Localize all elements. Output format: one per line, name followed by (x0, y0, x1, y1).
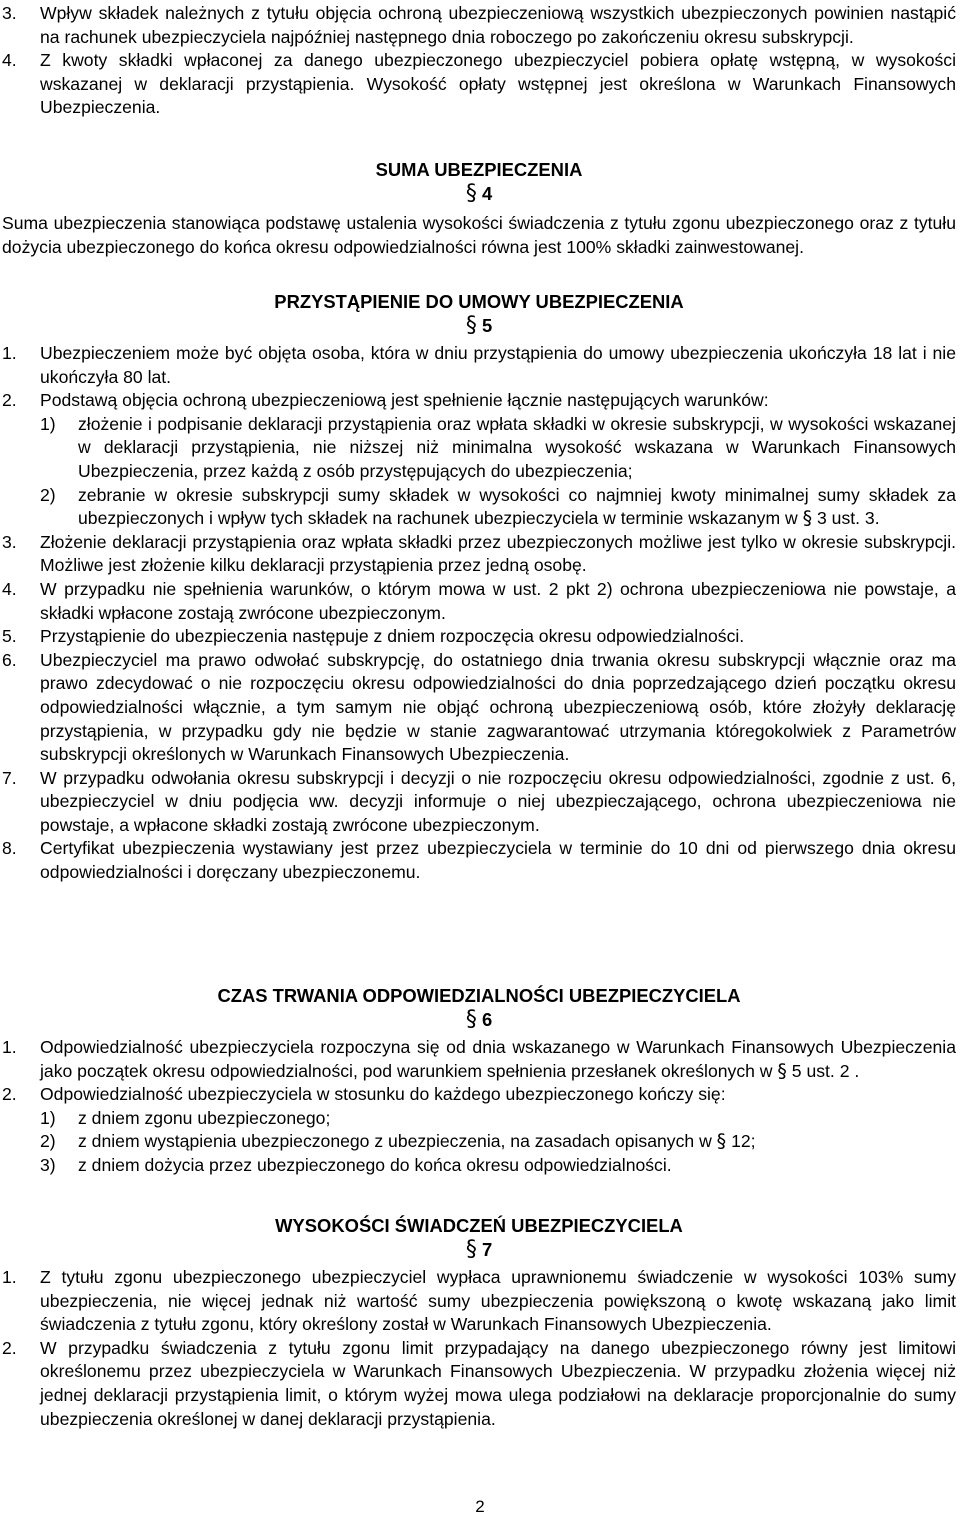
section-heading: SUMA UBEZPIECZENIA (375, 159, 583, 180)
sub-item-text-part: z dniem wystąpienia ubezpieczonego z ubezpieczenia, na zasadach opisanych w (78, 1131, 712, 1152)
sub-item (2, 1130, 956, 1154)
sub-item-text (78, 484, 956, 531)
list-item (2, 342, 956, 389)
sub-item-number: 2) (40, 1131, 56, 1152)
section-number (2, 1238, 956, 1262)
item-number: 1. (2, 1037, 17, 1057)
section-symbol: § (777, 1059, 787, 1082)
item-number: 1. (2, 343, 17, 363)
item-number: 8. (2, 838, 17, 859)
list-item (2, 767, 956, 838)
section-7 (2, 1214, 956, 1431)
sub-item (2, 1154, 956, 1178)
section-items (2, 342, 956, 885)
section-number-value: 4 (481, 183, 493, 204)
item-number: 1. (2, 1267, 17, 1287)
list-item (2, 1083, 956, 1107)
section-items (2, 1266, 956, 1431)
item-number: 2. (2, 390, 17, 411)
item-text: Odpowiedzialność ubezpieczyciela w stosunku do każdego ubezpieczonego kończy się: (40, 1084, 726, 1105)
item-number: 4. (2, 50, 17, 71)
item-text (40, 1036, 956, 1083)
list-item (2, 49, 956, 120)
sub-item (2, 1107, 956, 1131)
section-symbol: § (465, 1237, 477, 1262)
section-symbol: § (465, 181, 477, 206)
item-number: 4. (2, 578, 17, 599)
section-symbol: § (465, 1007, 477, 1032)
section-heading: PRZYSTĄPIENIE DO UMOWY UBEZPIECZENIA (274, 291, 684, 312)
section-text: Suma ubezpieczenia stanowiąca podstawę ustalenia wysokości świadczenia z tytułu zgonu ubezpieczonego oraz z tytułu dożycia ubezpieczonego do końca okresu odpowiedzialności równa jest 100% składki zainwestowanej. (2, 213, 956, 257)
sub-item-text-part: 12; (731, 1131, 756, 1152)
section-items (2, 1036, 956, 1178)
section-symbol: § (716, 1130, 727, 1153)
section-number (2, 1008, 956, 1032)
section-number-value: 7 (481, 1239, 493, 1260)
item-text: Ubezpieczeniem może być objęta osoba, która w dniu przystąpienia do umowy ubezpieczenia ukończyła 18 lat i nie ukończyła 80 lat. (40, 343, 956, 387)
section-heading: CZAS TRWANIA ODPOWIEDZIALNOŚCI UBEZPIECZYCIELA (217, 985, 741, 1006)
item-text: W przypadku odwołania okresu subskrypcji i decyzji o nie rozpoczęciu okresu odpowiedzialności, zgodnie z ust. 6, ubezpieczyciel w dniu podjęcia ww. decyzji informuje o niej ubezpieczającego, ochrona ubezpieczeniowa nie powstaje, a wpłacone składki zostają zwrócone ubezpieczonym. (40, 767, 956, 835)
sub-item-text: z dniem zgonu ubezpieczonego; (78, 1107, 331, 1128)
page-number: 2 (475, 1497, 485, 1516)
list-item (2, 2, 956, 49)
list-item (2, 578, 956, 625)
item-text: W przypadku nie spełnienia warunków, o którym mowa w ust. 2 pkt 2) ochrona ubezpieczeniowa nie powstaje, a składki wpłacone zostają zwrócone ubezpieczonym. (40, 578, 956, 623)
sub-item-number: 1) (40, 1107, 56, 1128)
item-text: Ubezpieczyciel ma prawo odwołać subskrypcję, do ostatniego dnia trwania okresu subskrypcji włącznie oraz ma prawo zdecydować o nie rozpoczęciu okresu odpowiedzialności do dnia poprzedzającego dzień początku okresu odpowiedzialności włącznie, a tym samym nie objąć ochroną ubezpieczeniową osób, które złożyły deklarację przystąpienia, w przypadku gdy nie będzie w stanie zagwarantować utrzymania któregokolwiek z Parametrów subskrypcji określonych w Warunkach Finansowych Ubezpieczenia. (40, 649, 956, 765)
section-number-value: 6 (481, 1009, 493, 1030)
item-number: 6. (2, 649, 17, 670)
section-number (2, 182, 956, 206)
sub-item-text-part: zebranie w okresie subskrypcji sumy składek w wysokości co najmniej kwoty minimalnej sumy składek za ubezpieczonych i wpływ tych składek na rachunek ubezpieczyciela w terminie wskazanym w (78, 484, 956, 529)
list-item (2, 625, 956, 649)
item-text-part: 5 ust. 2 . (791, 1060, 860, 1081)
section-heading: WYSOKOŚCI ŚWIADCZEŃ UBEZPIECZYCIELA (275, 1215, 683, 1236)
item-text: Złożenie deklaracji przystąpienia oraz wpłata składki przez ubezpieczonych możliwe jest tylko w okresie subskrypcji. Możliwe jest złożenie kilku deklaracji przystąpienia przez jedną osobę. (40, 531, 956, 576)
sub-item-number: 3) (40, 1154, 56, 1175)
list-item (2, 1337, 956, 1431)
item-number: 2. (2, 1337, 17, 1358)
item-text: Certyfikat ubezpieczenia wystawiany jest przez ubezpieczyciela w terminie do 10 dni od pierwszego dnia okresu odpowiedzialności i doręczany ubezpieczonemu. (40, 838, 956, 883)
sub-item-text: z dniem dożycia przez ubezpieczonego do końca okresu odpowiedzialności. (78, 1154, 672, 1175)
item-text: Przystąpienie do ubezpieczenia następuje z dniem rozpoczęcia okresu odpowiedzialności. (40, 626, 745, 647)
list-item (2, 837, 956, 884)
item-number: 3. (2, 3, 17, 23)
sub-item-text (78, 1130, 956, 1154)
list-item (2, 1036, 956, 1083)
section-6 (2, 984, 956, 1178)
section-number (2, 314, 956, 338)
item-text-part: Odpowiedzialność ubezpieczyciela rozpoczyna się od dnia wskazanego w Warunkach Finansowych Ubezpieczenia jako początek okresu odpowiedzialności, pod warunkiem spełnienia przesłanek określonych w (40, 1037, 956, 1081)
item-text: Z kwoty składki wpłaconej za danego ubezpieczonego ubezpieczyciel pobiera opłatę wstępną, w wysokości wskazanej w deklaracji przystąpienia. Wysokość opłaty wstępnej jest określona w Warunkach Finansowych Ubezpieczenia. (40, 50, 956, 118)
item-text: Z tytułu zgonu ubezpieczonego ubezpieczyciel wypłaca uprawnionemu świadczenie w wysokości 103% sumy ubezpieczenia, nie więcej jednak niż wartość sumy ubezpieczenia powiększoną o kwotę wskazaną jako limit świadczenia z tytułu zgonu, który określony został w Warunkach Finansowych Ubezpieczenia. (40, 1267, 956, 1335)
section-4 (2, 158, 956, 259)
section-symbol: § (465, 313, 477, 338)
section-number-value: 5 (481, 315, 493, 336)
item-number: 7. (2, 767, 17, 788)
sub-item (2, 484, 956, 531)
intro-items (2, 2, 956, 120)
sub-item-text-part: 3 ust. 3. (817, 508, 880, 529)
sub-item (2, 413, 956, 484)
list-item (2, 649, 956, 767)
item-text: Wpływ składek należnych z tytułu objęcia ochroną ubezpieczeniową wszystkich ubezpieczonych powinien nastąpić na rachunek ubezpieczyciela najpóźniej następnego dnia roboczego po zakończeniu okresu subskrypcji. (40, 3, 956, 47)
list-item (2, 531, 956, 578)
item-text: W przypadku świadczenia z tytułu zgonu limit przypadający na danego ubezpieczonego równy jest limitowi określonemu przez ubezpieczyciela w Warunkach Finansowych Ubezpieczenia. W przypadku złożenia więcej niż jednej deklaracji przystąpienia limit, o którym wyżej mowa ulega podziałowi na deklaracje proporcjonalnie do sumy ubezpieczenia określonej w danej deklaracji przystąpienia. (40, 1337, 956, 1429)
list-item (2, 1266, 956, 1337)
sub-item-number: 2) (40, 484, 56, 505)
sub-item-number: 1) (40, 413, 56, 434)
section-5 (2, 290, 956, 885)
item-text: Podstawą objęcia ochroną ubezpieczeniową jest spełnienie łącznie następujących warunków: (40, 390, 769, 411)
sub-item-text: złożenie i podpisanie deklaracji przystąpienia oraz wpłata składki w okresie subskrypcji, w wysokości wskazanej w deklaracji przystąpienia, nie niższej niż minimalna wysokość wskazana w Warunkach Finansowych Ubezpieczenia, przez każdą z osób przystępujących do ubezpieczenia; (78, 413, 956, 481)
item-number: 3. (2, 531, 17, 552)
section-symbol: § (802, 507, 813, 530)
list-item (2, 389, 956, 413)
item-number: 2. (2, 1084, 17, 1105)
item-number: 5. (2, 626, 17, 647)
